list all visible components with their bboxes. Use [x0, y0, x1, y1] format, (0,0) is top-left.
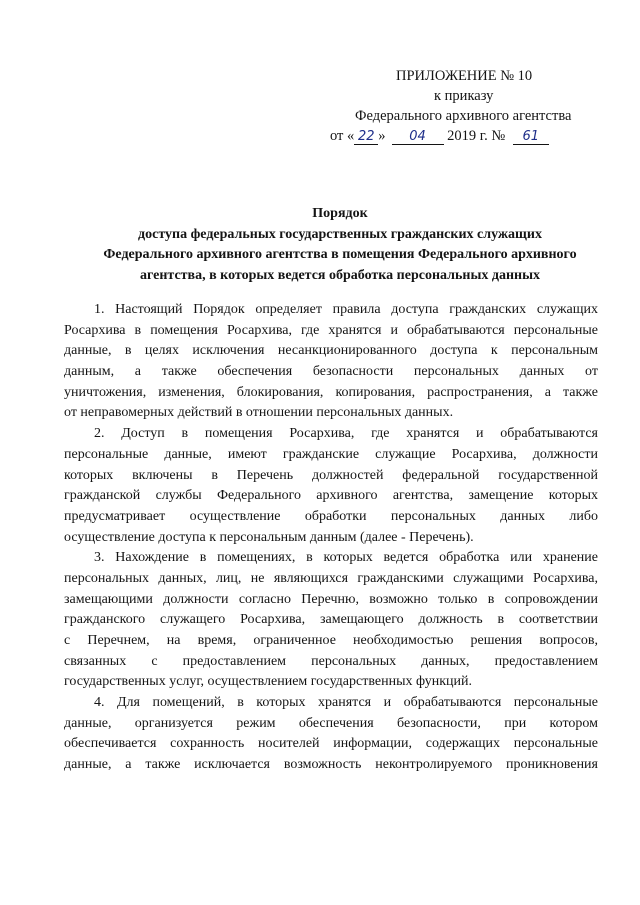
document-body	[64, 300, 598, 776]
body-line: 2. Доступ в помещения Росархива, где хранятся и обрабатываются	[94, 426, 598, 442]
date-mid: »	[378, 128, 386, 144]
body-line: данные, в целях исключения несанкционированного доступа к персональным	[64, 343, 598, 359]
body-line: связанных с предоставлением персональных данных, предоставлением	[64, 653, 598, 669]
document-heading	[60, 204, 620, 286]
body-line: данным, а также обеспечения безопасности персональных данных от	[64, 364, 598, 380]
handwritten-month: 04	[392, 130, 444, 145]
body-line: государственных услуг, осуществлением государственных функций.	[64, 674, 472, 690]
body-line: данные, а также исключается возможность неконтролируемого проникновения	[64, 757, 598, 773]
body-line: предусматривает осуществление обработки персональных данных либо	[64, 508, 598, 524]
annex-agency: Федерального архивного агентства	[355, 108, 572, 124]
annex-title: ПРИЛОЖЕНИЕ № 10	[396, 68, 533, 84]
annex-date-line	[330, 126, 592, 146]
body-line: замещающими должности согласно Перечню, возможно только в сопровождении	[64, 591, 598, 607]
body-line: гражданского служащего Росархива, замещающего должность в соответствии	[64, 612, 598, 628]
date-prefix: от «	[330, 128, 355, 144]
heading-line: Федерального архивного агентства в помещения Федерального архивного	[103, 247, 577, 262]
heading-line: Порядок	[312, 206, 368, 221]
body-line: персональные данные, имеют гражданские служащие Росархива, должности	[64, 446, 598, 462]
heading-line: агентства, в которых ведется обработка персональных данных	[139, 267, 541, 283]
body-line: гражданской службы Федерального архивного агентства, замещение которых	[64, 488, 598, 504]
annex-order-ref: к приказу	[434, 88, 494, 104]
body-line: уничтожения, изменения, блокирования, копирования, распространения, а также	[64, 384, 598, 400]
body-line: обеспечивается сохранность носителей информации, содержащих персональные	[64, 736, 598, 752]
body-line: 3. Нахождение в помещениях, в которых ведется обработка или хранение	[94, 550, 598, 566]
handwritten-day: 22	[354, 130, 378, 145]
body-line: осуществление доступа к персональным данным (далее - Перечень).	[64, 529, 474, 545]
date-year: 2019 г. №	[443, 128, 509, 144]
body-line: которых включены в Перечень должностей федеральной государственной	[64, 467, 598, 483]
body-line: 1. Настоящий Порядок определяет правила доступа гражданских служащих	[94, 302, 598, 317]
body-line: от неправомерных действий в отношении персональных данных.	[64, 405, 454, 421]
annex-block	[330, 66, 592, 146]
body-line: 4. Для помещений, в которых хранятся и обрабатываются персональные	[94, 695, 598, 711]
body-line: с Перечнем, на время, ограниченное необходимостью решения вопросов,	[64, 633, 598, 648]
body-line: персональных данных, лиц, не являющихся гражданскими служащими Росархива,	[64, 570, 598, 586]
body-line: Росархива в помещения Росархива, где хранятся и обрабатываются персональные	[64, 322, 598, 338]
heading-line: доступа федеральных государственных гражданских служащих	[138, 226, 542, 242]
body-line: данные, организуется режим обеспечения безопасности, при котором	[64, 715, 598, 731]
handwritten-order-number: 61	[513, 130, 549, 145]
